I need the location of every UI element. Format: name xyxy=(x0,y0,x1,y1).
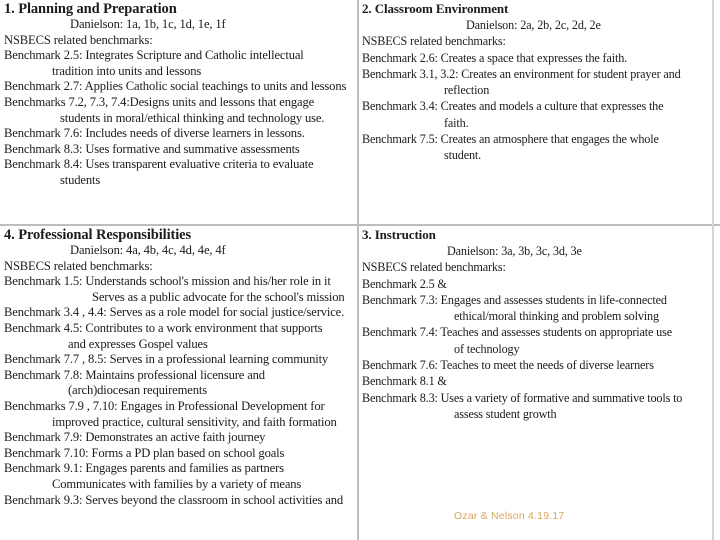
instruction-line: Benchmark 7.4: Teaches and assesses students on appropriate use xyxy=(362,325,672,340)
professional-line: Benchmark 7.10: Forms a PD plan based on school goals xyxy=(4,445,285,460)
instruction-line: NSBECS related benchmarks: xyxy=(362,260,506,275)
planning-line: students in moral/ethical thinking and technology use. xyxy=(60,110,325,125)
planning-line: Benchmark 8.3: Uses formative and summative assessments xyxy=(4,141,300,156)
planning-line: Benchmark 7.6: Includes needs of diverse learners in lessons. xyxy=(4,126,305,141)
planning-danielson: Danielson: 1a, 1b, 1c, 1d, 1e, 1f xyxy=(70,17,226,31)
professional-heading: 4. Professional Responsibilities xyxy=(4,227,192,243)
professional-line: Benchmark 7.9: Demonstrates an active faith journey xyxy=(4,430,266,445)
planning-line: Benchmark 2.7: Applies Catholic social teachings to units and lessons xyxy=(4,79,347,94)
professional-line: Benchmark 1.5: Understands school's mission and his/her role in it xyxy=(4,274,331,289)
instruction-line: Benchmark 7.3: Engages and assesses students in life-connected xyxy=(362,292,667,307)
planning-line: NSBECS related benchmarks: xyxy=(4,32,153,47)
planning-heading: 1. Planning and Preparation xyxy=(4,1,177,17)
classroom-environment-cell xyxy=(362,1,710,164)
professional-line: and expresses Gospel values xyxy=(68,336,208,351)
instruction-danielson: Danielson: 3a, 3b, 3c, 3d, 3e xyxy=(447,244,582,258)
planning-line: Benchmark 8.4: Uses transparent evaluative criteria to evaluate xyxy=(4,157,314,172)
instruction-line: Benchmark 7.6: Teaches to meet the needs of diverse learners xyxy=(362,358,654,373)
professional-line: Communicates with families by a variety of means xyxy=(52,476,302,491)
classroom-line: NSBECS related benchmarks: xyxy=(362,34,506,49)
professional-line: Benchmark 7.7 , 8.5: Serves in a professional learning community xyxy=(4,352,329,367)
instruction-heading: 3. Instruction xyxy=(362,227,436,242)
instruction-line: Benchmark 8.3: Uses a variety of formative and summative tools to xyxy=(362,390,683,405)
planning-line: Benchmarks 7.2, 7.3, 7.4:Designs units and lessons that engage xyxy=(4,94,315,109)
instruction-line: Benchmark 2.5 & xyxy=(362,276,447,291)
professional-danielson: Danielson: 4a, 4b, 4c, 4d, 4e, 4f xyxy=(70,243,226,257)
right-border xyxy=(712,0,714,540)
professional-line: (arch)diocesan requirements xyxy=(68,383,207,398)
classroom-line: faith. xyxy=(444,115,469,130)
planning-line: tradition into units and lessons xyxy=(52,63,202,78)
planning-line: Benchmark 2.5: Integrates Scripture and Catholic intellectual xyxy=(4,48,304,63)
classroom-heading: 2. Classroom Environment xyxy=(362,1,509,16)
classroom-line: Benchmark 2.6: Creates a space that expresses the faith. xyxy=(362,50,628,65)
professional-line: Benchmark 4.5: Contributes to a work environment that supports xyxy=(4,320,323,335)
instruction-line: assess student growth xyxy=(454,406,557,421)
professional-line: NSBECS related benchmarks: xyxy=(4,258,153,273)
professional-line: Serves as a public advocate for the school's mission xyxy=(92,289,345,304)
instruction-line: ethical/moral thinking and problem solving xyxy=(454,309,659,324)
vertical-divider xyxy=(357,0,359,540)
planning-line: students xyxy=(60,172,101,187)
professional-line: Benchmark 7.8: Maintains professional licensure and xyxy=(4,367,265,382)
professional-line: Benchmarks 7.9 , 7.10: Engages in Professional Development for xyxy=(4,398,325,413)
professional-line: Benchmark 9.3: Serves beyond the classroom in school activities and xyxy=(4,492,343,507)
classroom-danielson: Danielson: 2a, 2b, 2c, 2d, 2e xyxy=(466,18,601,32)
planning-preparation-cell xyxy=(4,1,354,189)
author-watermark: Ozar & Nelson 4.19.17 xyxy=(454,510,565,522)
horizontal-divider xyxy=(0,224,720,226)
professional-line: improved practice, cultural sensitivity, and faith formation xyxy=(52,414,337,429)
instruction-line: Benchmark 8.1 & xyxy=(362,374,447,389)
classroom-line: Benchmark 3.1, 3.2: Creates an environment for student prayer and xyxy=(362,66,681,81)
instruction-cell xyxy=(362,227,712,422)
instruction-line: of technology xyxy=(454,341,520,356)
classroom-line: student. xyxy=(444,148,482,163)
classroom-line: Benchmark 7.5: Creates an atmosphere that engages the whole xyxy=(362,132,659,147)
professional-line: Benchmark 3.4 , 4.4: Serves as a role model for social justice/service. xyxy=(4,305,345,320)
professional-line: Benchmark 9.1: Engages parents and families as partners xyxy=(4,461,284,476)
professional-responsibilities-cell xyxy=(4,227,356,508)
classroom-line: Benchmark 3.4: Creates and models a culture that expresses the xyxy=(362,99,664,114)
classroom-line: reflection xyxy=(444,83,490,98)
